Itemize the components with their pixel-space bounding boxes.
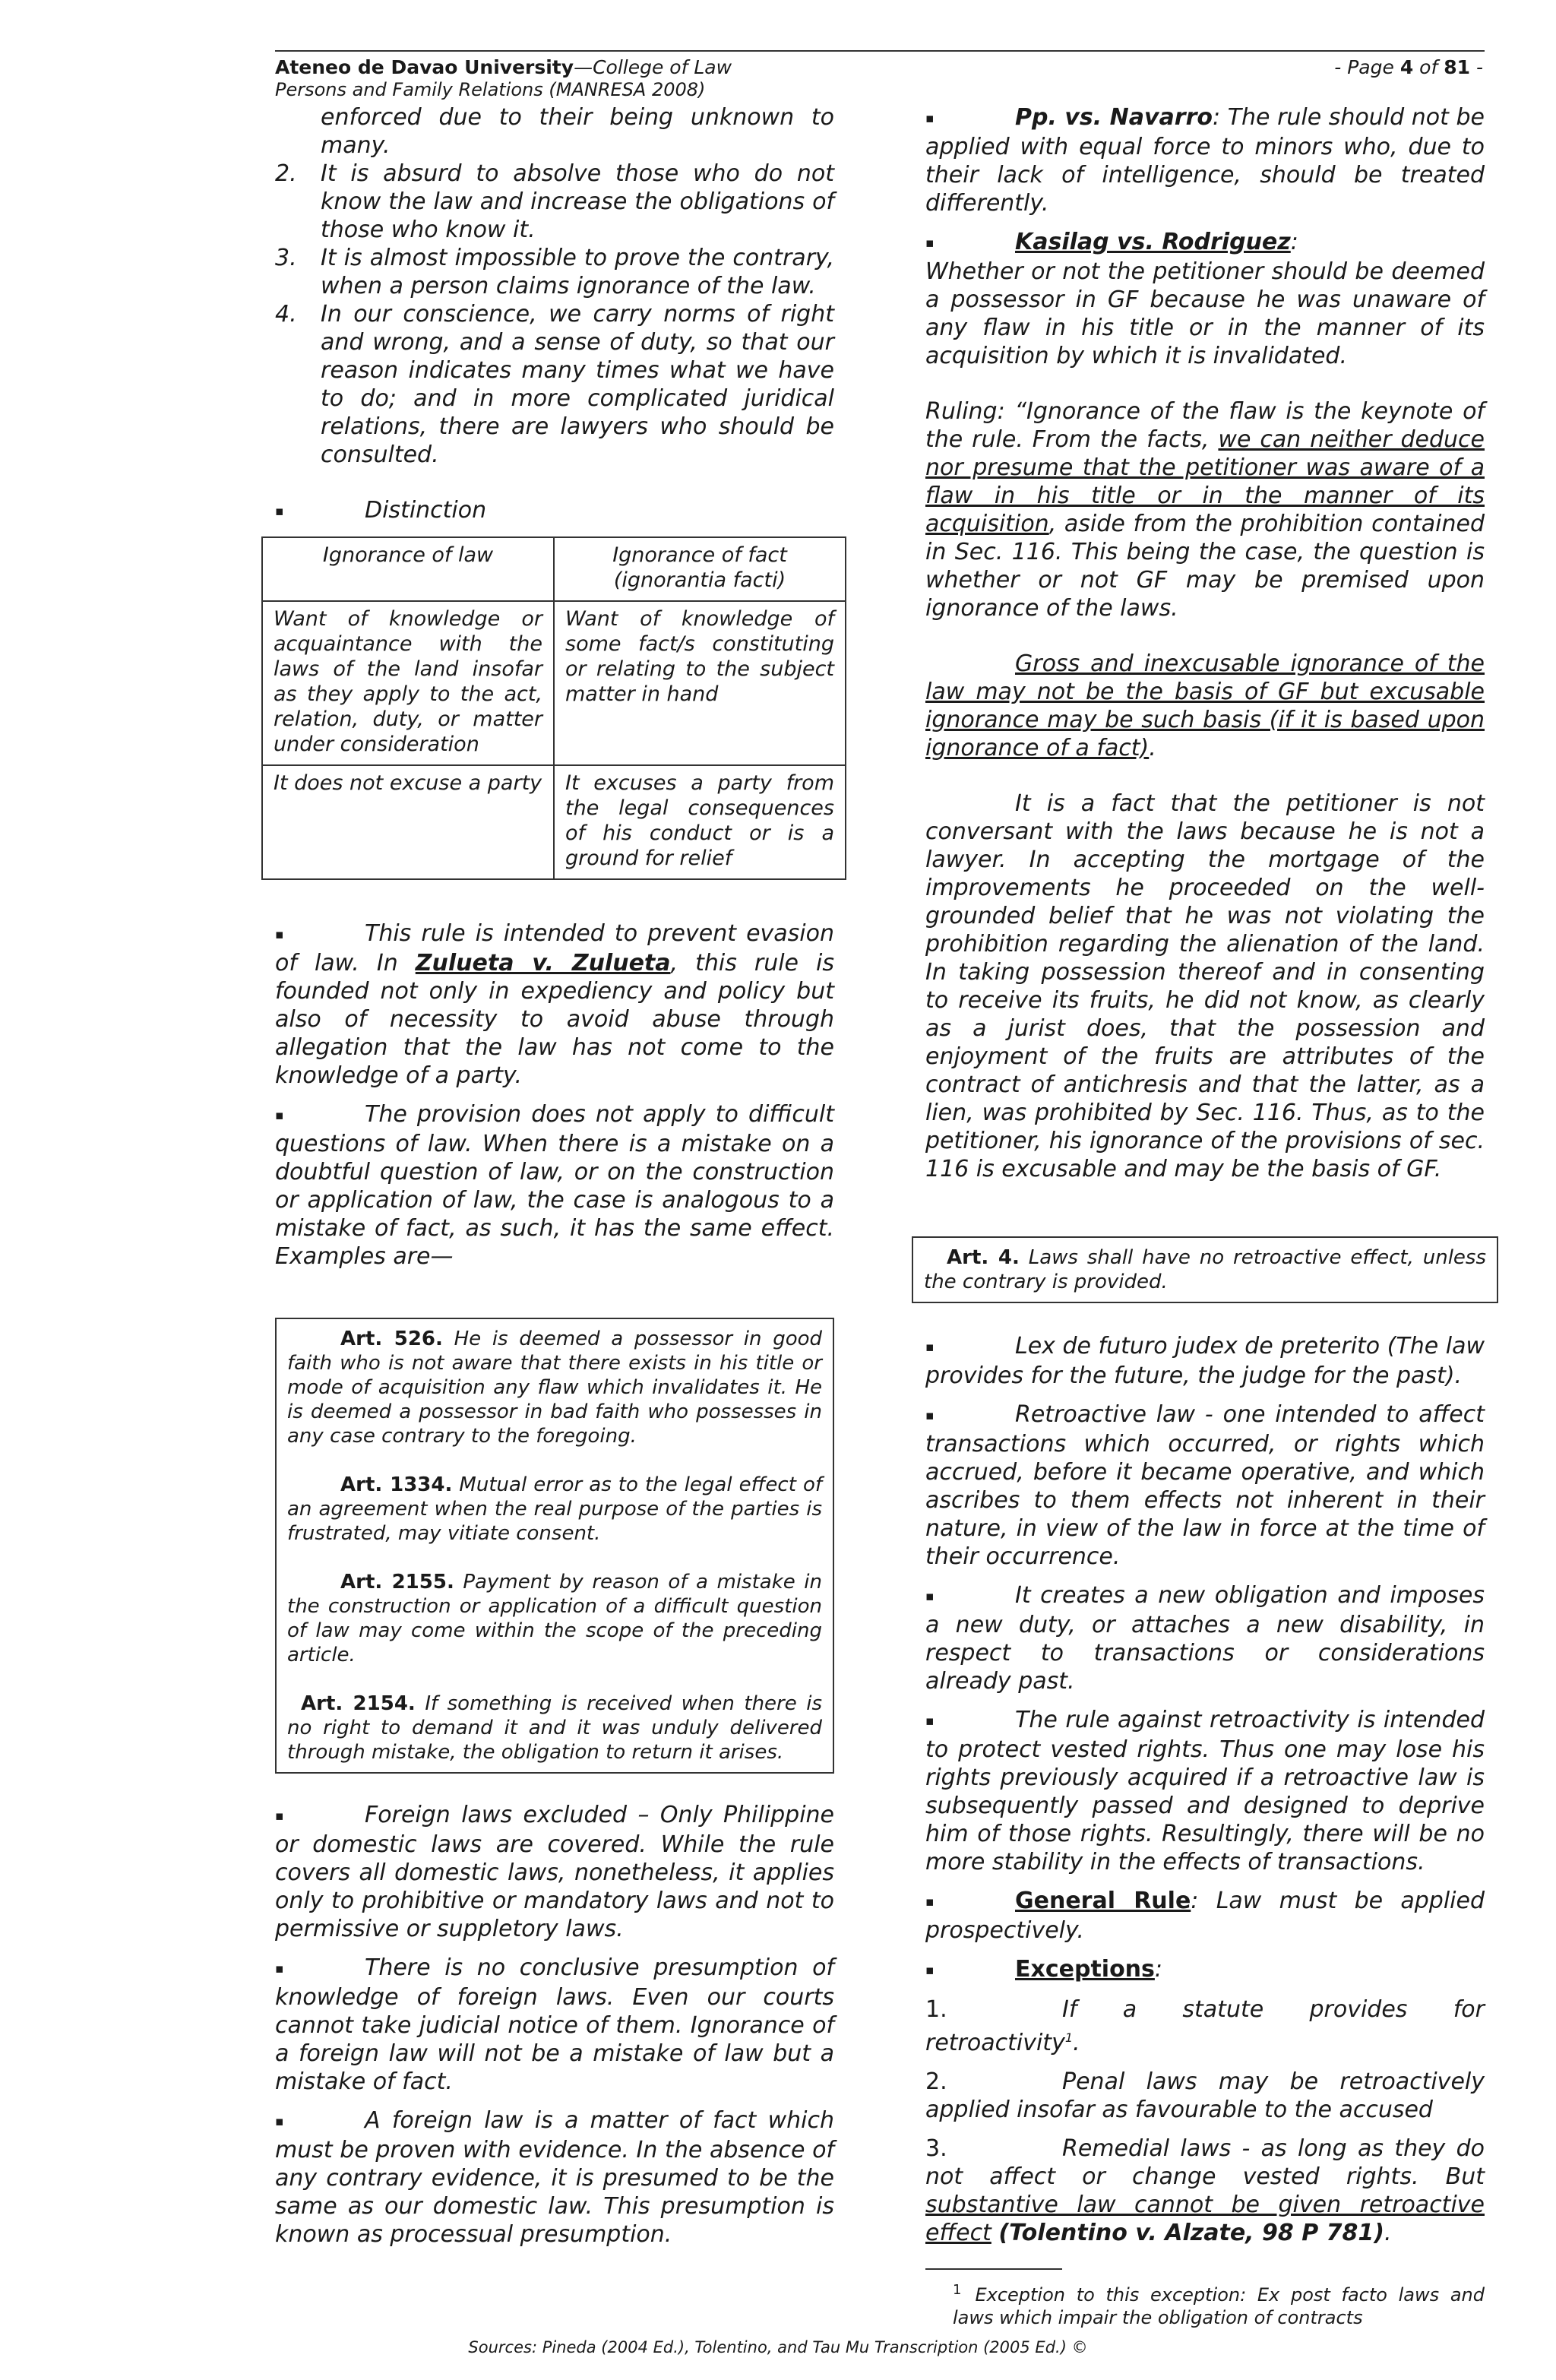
exception-3: 3. Remedial laws - as long as they do not affect or change vested rights. But substantive law cannot be given retroactive effect (Tolentino v. Alzate, 98 P 781). bbox=[925, 2135, 1485, 2246]
list-continuation: enforced due to their being unknown to many. bbox=[321, 104, 834, 159]
vested-rights: ▪ The rule against retroactivity is intended to protect vested rights. Thus one may lose his rights previously acquired if a retroactive law is subsequently passed and designed to deprive him of those rights. Resultingly, there will be no more stability in the effects of transactions. bbox=[925, 1707, 1485, 1875]
kasilag-issue: Whether or not the petitioner should be deemed a possessor in GF because he was unaware of any flaw in his title or in the manner of its acquisition by which it is invalidated. bbox=[925, 258, 1485, 369]
article-2154: Art. 2154. If something is received when there is no right to demand it and it was unduly delivered through mistake, the obligation to return it arises. bbox=[287, 1692, 823, 1764]
header-course: Persons and Family Relations (MANRESA 2008) bbox=[275, 79, 706, 100]
right-column bbox=[925, 103, 1485, 2329]
table-cell: Want of knowledge or acquaintance with the laws of the land insofar as they apply to the act, relation, duty, or matter under consideration bbox=[262, 601, 554, 765]
retroactive-definition: ▪ Retroactive law - one intended to affect transactions which occurred, or rights which accrued, before it became operative, and which ascribes to them effects not inherent in their nature, in view of the law in force at the time of their occurrence. bbox=[925, 1401, 1485, 1570]
fact-paragraph: It is a fact that the petitioner is not conversant with the laws because he is not a lawyer. In accepting the mortgage of the improvements he proceeded on the well-grounded belief that he was not violating the prohibition regarding the alienation of the land. In taking possession thereof and in consenting to receive its fruits, he did not know, as clearly as a jurist does, that the possession and enjoyment of the fruits are attributes of the contract of antichresis and that the latter, as a lien, was prohibited by Sec. 116. Thus, as to the petitioner, his ignorance of the provisions of sec. 116 is excusable and may be the basis of GF. bbox=[925, 790, 1485, 1182]
para-difficult: ▪ The provision does not apply to difficult questions of law. When there is a mistake on a doubtful question of law, or on the construction or application of law, the case is analogous to a mistake of fact, as such, it has the same effect. Examples are— bbox=[275, 1101, 834, 1270]
list-item: 3. It is almost impossible to prove the contrary, when a person claims ignorance of the law. bbox=[275, 245, 834, 299]
table-header: Ignorance of law bbox=[262, 537, 554, 601]
footnote-rule bbox=[925, 2268, 1062, 2270]
table-cell: Want of knowledge of some fact/s constituting or relating to the subject matter in hand bbox=[554, 601, 846, 765]
exception-2: 2. Penal laws may be retroactively applied insofar as favourable to the accused bbox=[925, 2068, 1485, 2123]
table-header: Ignorance of fact (ignorantia facti) bbox=[554, 537, 846, 601]
exceptions-heading: ▪ Exceptions: bbox=[925, 1956, 1163, 1983]
article-2155: Art. 2155. Payment by reason of a mistake in the construction or application of a difficult question of law may come within the scope of the preceding article. bbox=[287, 1571, 823, 1666]
table-cell: It does not excuse a party bbox=[262, 765, 554, 879]
para-matter-of-fact: ▪ A foreign law is a matter of fact which must be proven with evidence. In the absence of any contrary evidence, it is presumed to be the same as our domestic law. This presumption is known as processual presumption. bbox=[275, 2107, 834, 2248]
general-rule: ▪ General Rule: Law must be applied prospectively. bbox=[925, 1888, 1485, 1944]
footnote: $^1$ Exception to this exception: Ex post facto laws and laws which impair the obligation of contracts bbox=[953, 2282, 1485, 2328]
left-column bbox=[275, 103, 834, 2259]
article-526: Art. 526. He is deemed a possessor in good faith who is not aware that there exists in his title or mode of acquisition any flaw which invalidates it. He is deemed a possessor in bad faith who possesses in any case contrary to the foregoing. bbox=[287, 1328, 823, 1448]
list-item: 4. In our conscience, we carry norms of right and wrong, and a sense of duty, so that our reason indicates many times what we have to do; and in more complicated juridical relations, there are lawyers who should be consulted. bbox=[275, 301, 834, 468]
header-school: Ateneo de Davao University—College of Law bbox=[275, 56, 732, 78]
new-obligation: ▪ It creates a new obligation and imposes a new duty, or attaches a new disability, in respect to transactions or considerations already past. bbox=[925, 1582, 1485, 1695]
sources-footer: Sources: Pineda (2004 Ed.), Tolentino, and Tau Mu Transcription (2005 Ed.) © bbox=[468, 2338, 1088, 2356]
para-no-presumption: ▪ There is no conclusive presumption of knowledge of foreign laws. Even our courts cannot take judicial notice of them. Ignorance of a foreign law will not be a mistake of law but a mistake of fact. bbox=[275, 1954, 834, 2095]
distinction-heading: ▪ Distinction bbox=[275, 497, 487, 524]
distinction-table bbox=[261, 536, 846, 880]
list-item: 2. It is absurd to absolve those who do not know the law and increase the obligations of those who know it. bbox=[275, 160, 834, 243]
articles-box bbox=[275, 1318, 834, 1774]
page-number: - Page 4 of 81 - bbox=[1334, 56, 1483, 78]
header-rule bbox=[275, 50, 1485, 52]
para-evasion: ▪ This rule is intended to prevent evasion of law. In Zulueta v. Zulueta, this rule is founded not only in expediency and policy but also of necessity to avoid abuse through allegation that the law has not come to the knowledge of a party. bbox=[275, 920, 834, 1089]
lex-maxim: ▪ Lex de futuro judex de preterito (The law provides for the future, the judge for the past). bbox=[925, 1333, 1485, 1389]
exception-1: 1. If a statute provides for retroactivity$^1$. bbox=[925, 1996, 1485, 2056]
table-cell: It excuses a party from the legal consequences of his conduct or is a ground for relief bbox=[554, 765, 846, 879]
reasons-list bbox=[275, 160, 834, 469]
para-foreign-laws: ▪ Foreign laws excluded – Only Philippine or domestic laws are covered. While the rule covers all domestic laws, nonetheless, it applies only to prohibitive or mandatory laws and not to permissive or suppletory laws. bbox=[275, 1802, 834, 1942]
case-navarro: ▪ Pp. vs. Navarro: The rule should not be applied with equal force to minors who, due to their lack of intelligence, should be treated differently. bbox=[925, 104, 1485, 217]
article-4-box: Art. 4. Laws shall have no retroactive effect, unless the contrary is provided. bbox=[912, 1236, 1498, 1303]
gross-ignorance: Gross and inexcusable ignorance of the law may not be the basis of GF but excusable ignorance may be such basis (if it is based upon ignorance of a fact). bbox=[925, 650, 1485, 761]
case-kasilag-title: ▪ Kasilag vs. Rodriguez: bbox=[925, 229, 1298, 255]
article-1334: Art. 1334. Mutual error as to the legal effect of an agreement when the real purpose of the parties is frustrated, may vitiate consent. bbox=[287, 1473, 823, 1545]
kasilag-ruling: Ruling: “Ignorance of the flaw is the keynote of the rule. From the facts, we can neither deduce nor presume that the petitioner was aware of a flaw in his title or in the manner of its acquisition, aside from the prohibition contained in Sec. 116. This being the case, the question is whether or not GF may be premised upon ignorance of the laws. bbox=[925, 398, 1485, 622]
